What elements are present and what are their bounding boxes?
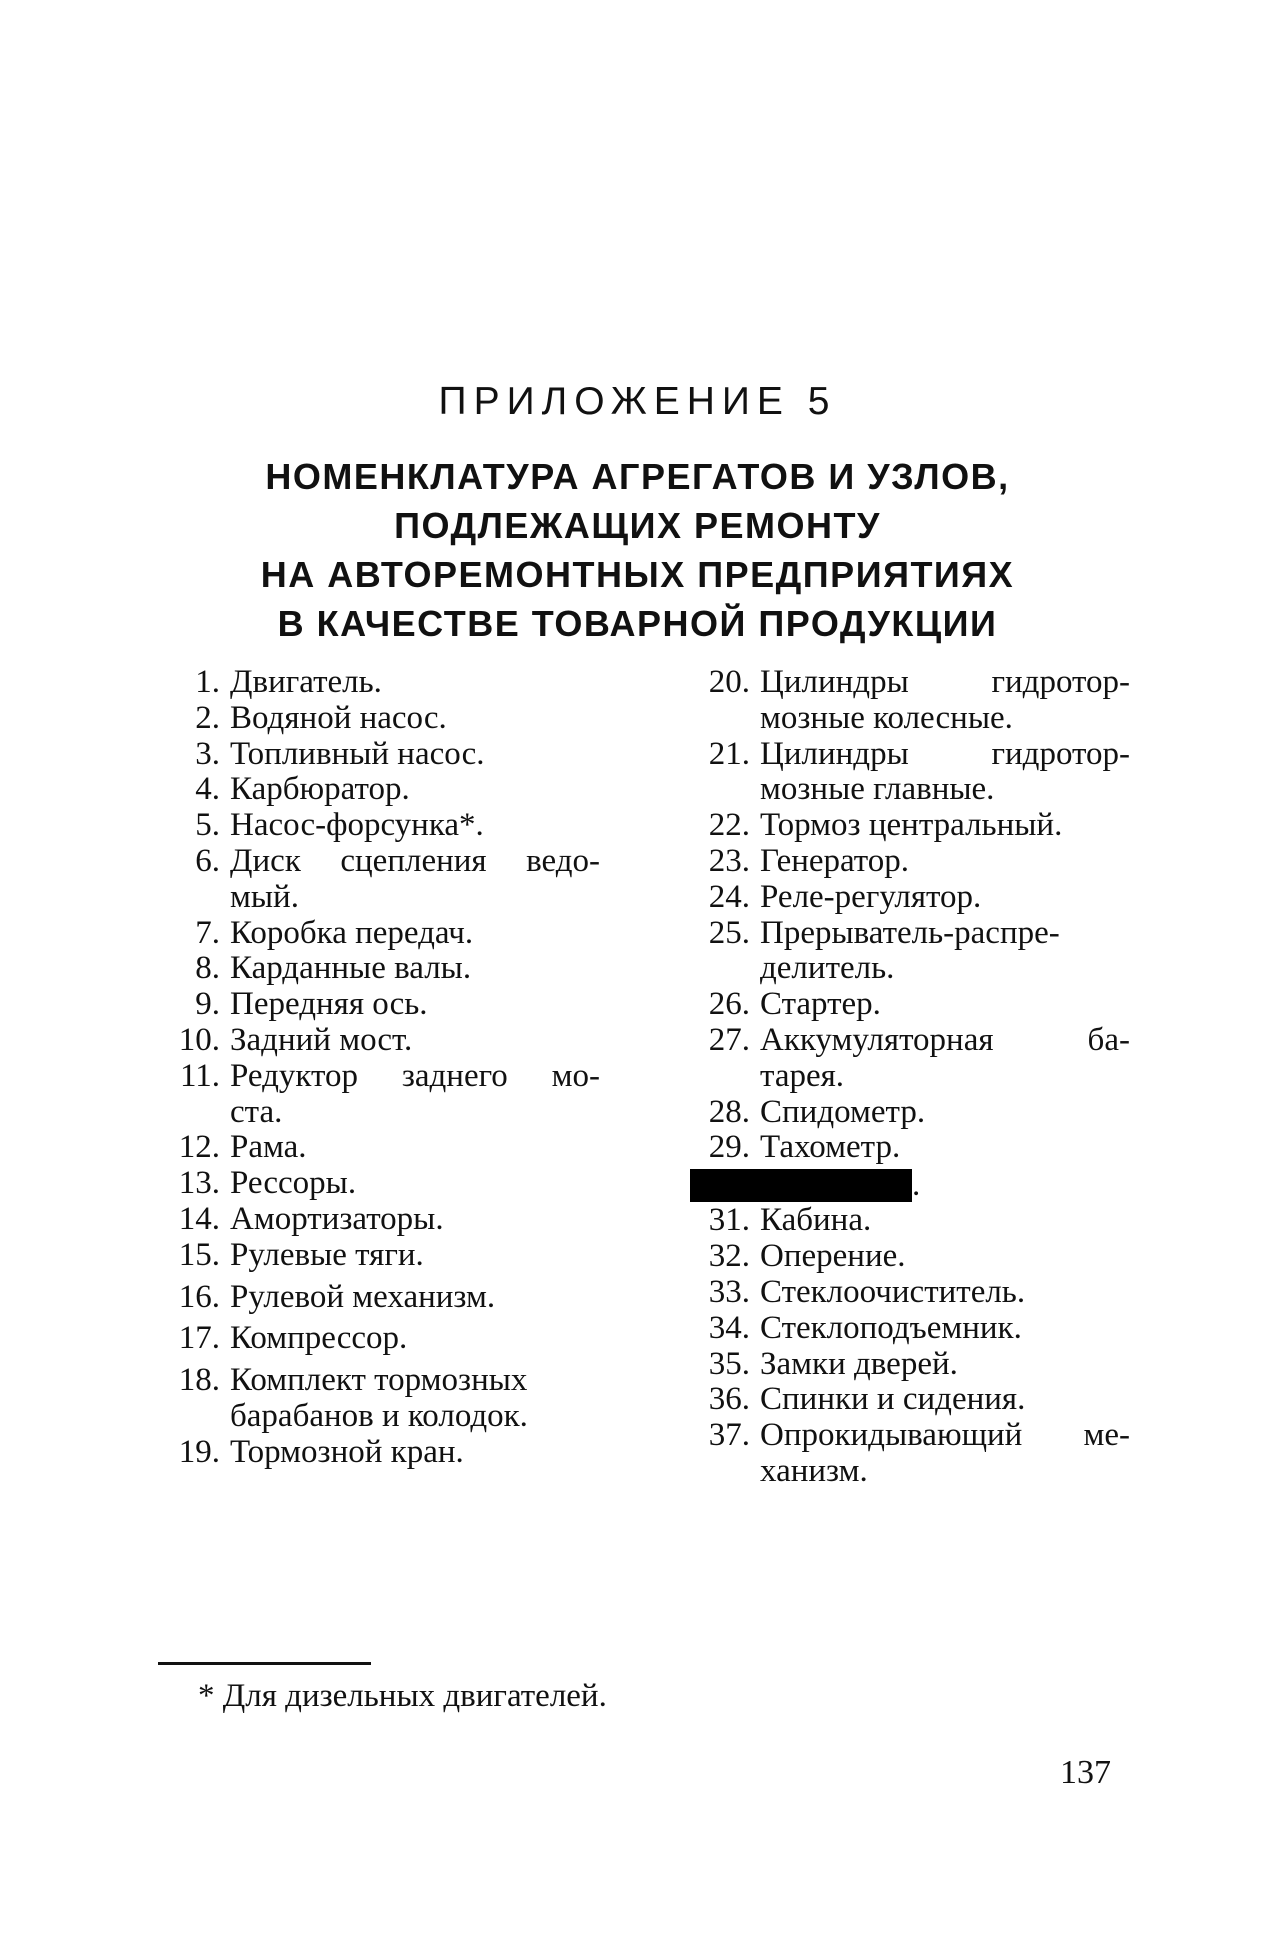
item-line: Рама.: [230, 1129, 307, 1166]
item-number: 8.: [195, 950, 220, 987]
list-item: [680, 808, 1130, 844]
item-text: [680, 1166, 1130, 1203]
item-number: 21.: [708, 735, 750, 772]
item-text: [230, 1059, 600, 1131]
item-line: Карданные валы.: [230, 950, 472, 987]
item-number: 15.: [178, 1236, 220, 1273]
item-text: [760, 1239, 1130, 1275]
footnote: * Для дизельных двигателей.: [198, 1678, 607, 1714]
list-item: [150, 701, 600, 737]
item-number: 32.: [708, 1238, 750, 1275]
item-number: 25.: [708, 914, 750, 951]
list-item: [680, 1347, 1130, 1383]
list-item: [680, 1311, 1130, 1347]
item-text: [230, 1238, 600, 1274]
list-item: [680, 665, 1130, 737]
item-text: [230, 808, 600, 844]
list-item: [150, 1238, 600, 1274]
list-item: [680, 1239, 1130, 1275]
item-line: Топливный насос.: [230, 735, 485, 772]
item-text: [230, 1023, 600, 1059]
item-line: мозные колесные.: [760, 699, 1013, 736]
list-item: [680, 1203, 1130, 1239]
item-line: Реле-регулятор.: [760, 878, 982, 915]
item-line: Задний мост.: [230, 1021, 413, 1058]
list-item: [150, 772, 600, 808]
item-line: Карбюратор.: [230, 771, 410, 808]
item-number: 9.: [195, 986, 220, 1023]
item-line: Цилиндры гидротор-: [760, 735, 1130, 772]
list-item: [680, 1166, 1130, 1203]
item-number: 33.: [708, 1274, 750, 1311]
list-item: [680, 737, 1130, 809]
item-line: мый.: [230, 878, 299, 915]
list-item: [150, 808, 600, 844]
list-item: [150, 737, 600, 773]
item-text: [760, 1382, 1130, 1418]
list-item: [680, 1275, 1130, 1311]
item-text: [230, 951, 600, 987]
item-text: [760, 737, 1130, 809]
item-line: Двигатель.: [230, 664, 382, 700]
list-item: [150, 1435, 600, 1471]
item-number: 13.: [178, 1165, 220, 1202]
item-line: Стартер.: [760, 986, 881, 1023]
item-line: тарея.: [760, 1057, 845, 1094]
item-line: ста.: [230, 1093, 283, 1130]
item-line: Насос-форсунка*.: [230, 807, 484, 844]
item-text: [760, 880, 1130, 916]
item-text: [760, 1347, 1130, 1383]
item-line: Компрессор.: [230, 1320, 408, 1357]
list-item: [150, 1059, 600, 1131]
document-title: [0, 452, 1275, 648]
list-item: [680, 1382, 1130, 1418]
item-text: [230, 987, 600, 1023]
item-number: 4.: [195, 771, 220, 808]
list-item: [150, 987, 600, 1023]
list-item: [150, 1023, 600, 1059]
left-column-list: [150, 665, 600, 1471]
item-number: 28.: [708, 1093, 750, 1130]
list-item: [150, 1321, 600, 1357]
item-line: Коробка передач.: [230, 914, 474, 951]
list-item: [150, 1130, 600, 1166]
item-number: 17.: [178, 1320, 220, 1357]
list-item: [680, 844, 1130, 880]
item-number: 5.: [195, 807, 220, 844]
footnote-divider: [158, 1662, 371, 1665]
item-line: Амортизаторы.: [230, 1200, 444, 1237]
title-line: В КАЧЕСТВЕ ТОВАРНОЙ ПРОДУКЦИИ: [277, 603, 998, 644]
item-line: Тормозной кран.: [230, 1433, 464, 1470]
item-text: [230, 1435, 600, 1471]
item-line: Рулевые тяги.: [230, 1236, 424, 1273]
item-text: [760, 1275, 1130, 1311]
item-text: [760, 665, 1130, 737]
item-number: 14.: [178, 1200, 220, 1237]
list-item: [150, 844, 600, 916]
item-line: Аккумуляторная ба-: [760, 1021, 1130, 1058]
item-number: 20.: [708, 664, 750, 700]
item-text: [230, 916, 600, 952]
item-line: Замки дверей.: [760, 1345, 958, 1382]
item-number: 23.: [708, 842, 750, 879]
list-item: [150, 1166, 600, 1202]
item-text: [230, 772, 600, 808]
item-number: 10.: [178, 1021, 220, 1058]
item-number: 7.: [195, 914, 220, 951]
item-number: 16.: [178, 1278, 220, 1315]
right-column-list: [680, 665, 1130, 1490]
list-item: [680, 1095, 1130, 1131]
redaction-bar: [690, 1169, 912, 1202]
item-text: [230, 701, 600, 737]
list-item: [680, 987, 1130, 1023]
item-text: [760, 1311, 1130, 1347]
list-item: [150, 1363, 600, 1435]
item-text: [760, 987, 1130, 1023]
item-line: Спинки и сидения.: [760, 1381, 1026, 1418]
item-number: 19.: [178, 1433, 220, 1470]
list-item: [150, 665, 600, 701]
item-text: [760, 1418, 1130, 1490]
item-number: 27.: [708, 1021, 750, 1058]
item-line: барабанов и колодок.: [230, 1397, 528, 1434]
list-item: [150, 1280, 600, 1316]
item-number: 11.: [179, 1057, 220, 1094]
item-line: Прерыватель-распре-: [760, 914, 1060, 951]
item-line: Водяной насос.: [230, 699, 447, 736]
item-number: 37.: [708, 1417, 750, 1454]
item-text: [230, 1363, 600, 1435]
item-number: 18.: [178, 1362, 220, 1399]
item-number: 34.: [708, 1309, 750, 1346]
item-line: Передняя ось.: [230, 986, 428, 1023]
item-number: 29.: [708, 1129, 750, 1166]
item-text: [760, 1130, 1130, 1166]
item-text: [230, 1321, 600, 1357]
item-text: [230, 844, 600, 916]
list-item: [680, 1130, 1130, 1166]
list-item: [150, 916, 600, 952]
item-number: 26.: [708, 986, 750, 1023]
item-line: Стеклоподъемник.: [760, 1309, 1022, 1346]
item-line: Цилиндры гидротор-: [760, 664, 1130, 700]
page-number: 137: [1060, 1754, 1111, 1791]
item-line: делитель.: [760, 950, 895, 987]
title-line: ПОДЛЕЖАЩИХ РЕМОНТУ: [394, 505, 881, 546]
item-line: Кабина.: [760, 1202, 872, 1239]
item-text: [760, 808, 1130, 844]
item-line: мозные главные.: [760, 771, 995, 808]
item-line: Рулевой механизм.: [230, 1278, 496, 1315]
item-number: 2.: [195, 699, 220, 736]
item-number: 24.: [708, 878, 750, 915]
item-text: [760, 1095, 1130, 1131]
item-line: Диск сцепления ведо-: [230, 842, 600, 879]
item-text: [760, 916, 1130, 988]
item-number: 1.: [195, 664, 220, 700]
item-text: [760, 844, 1130, 880]
item-text: [760, 1203, 1130, 1239]
item-text: [230, 1280, 600, 1316]
list-item: [150, 951, 600, 987]
list-item: [150, 1202, 600, 1238]
item-line: Спидометр.: [760, 1093, 926, 1130]
item-number: 6.: [195, 842, 220, 879]
item-line: Редуктор заднего мо-: [230, 1057, 600, 1094]
item-number: 3.: [195, 735, 220, 772]
item-text: [230, 665, 600, 701]
redaction-dot: .: [912, 1166, 921, 1203]
item-text: [230, 1202, 600, 1238]
item-number: 36.: [708, 1381, 750, 1418]
item-line: Тахометр.: [760, 1129, 901, 1166]
appendix-label: ПРИЛОЖЕНИЕ 5: [438, 380, 837, 423]
item-line: ханизм.: [760, 1453, 868, 1490]
item-number: 31.: [708, 1202, 750, 1239]
item-line: Комплект тормозных: [230, 1362, 528, 1399]
item-line: Рессоры.: [230, 1165, 357, 1202]
list-item: [680, 916, 1130, 988]
list-item: [680, 1023, 1130, 1095]
list-item: [680, 1418, 1130, 1490]
title-line: НОМЕНКЛАТУРА АГРЕГАТОВ И УЗЛОВ,: [265, 456, 1010, 497]
title-line: НА АВТОРЕМОНТНЫХ ПРЕДПРИЯТИЯХ: [260, 554, 1015, 595]
item-number: 22.: [708, 807, 750, 844]
item-line: Тормоз центральный.: [760, 807, 1063, 844]
item-text: [760, 1023, 1130, 1095]
item-line: Оперение.: [760, 1238, 906, 1275]
item-line: Генератор.: [760, 842, 910, 879]
item-number: 12.: [178, 1129, 220, 1166]
item-line: Опрокидывающий ме-: [760, 1417, 1130, 1454]
item-text: [230, 1166, 600, 1202]
item-text: [230, 1130, 600, 1166]
item-line: Стеклоочиститель.: [760, 1274, 1026, 1311]
list-item: [680, 880, 1130, 916]
item-number: 35.: [708, 1345, 750, 1382]
item-text: [230, 737, 600, 773]
